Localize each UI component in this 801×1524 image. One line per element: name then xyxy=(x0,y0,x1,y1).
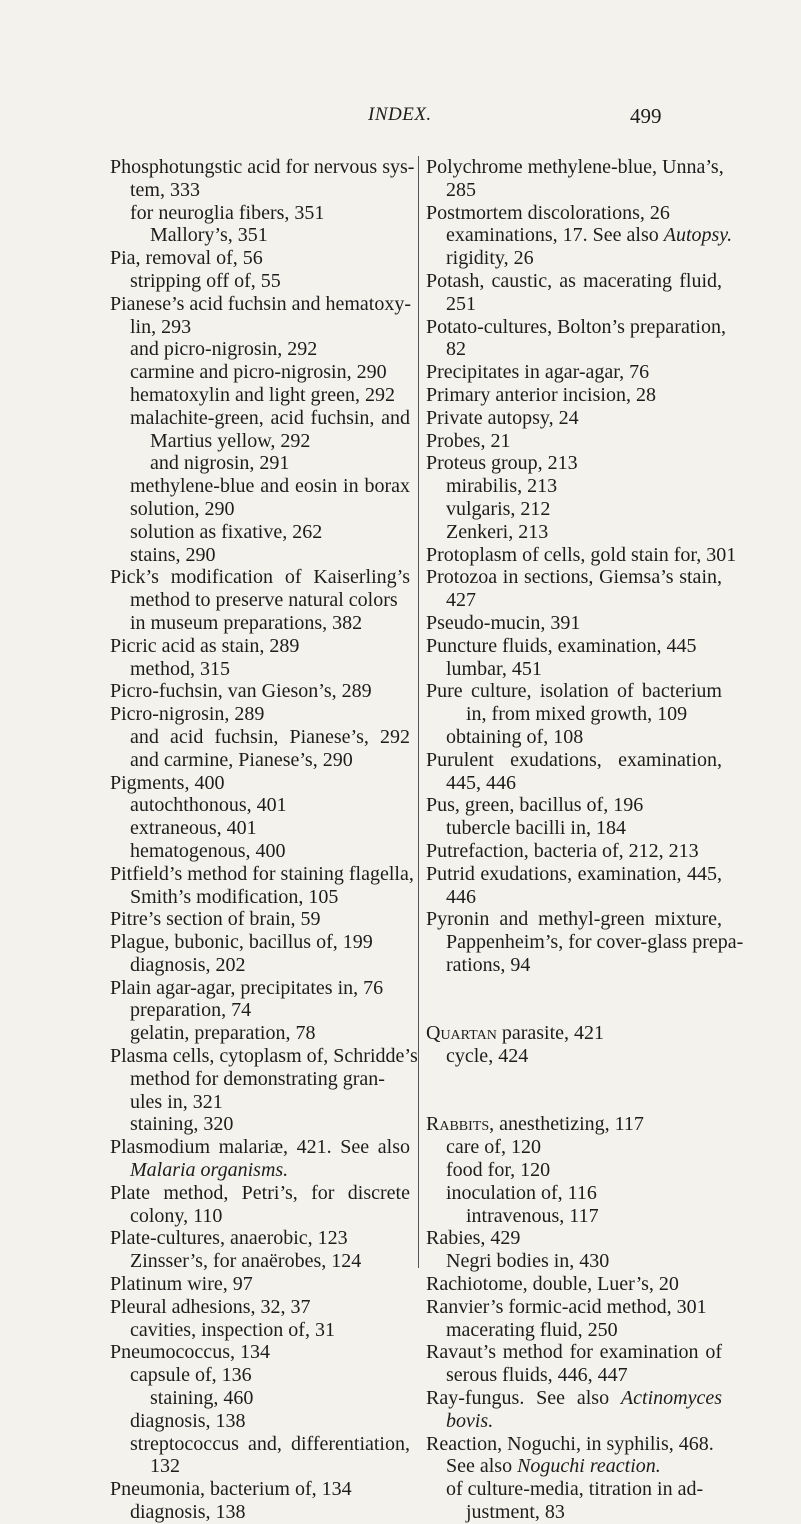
index-entry: Pappenheim’s, for cover-glass prepa- xyxy=(446,931,744,954)
index-entry: solution as fixative, 262 xyxy=(130,520,323,543)
index-entry: Platinum wire, 97 xyxy=(110,1273,253,1296)
index-entry: justment, 83 xyxy=(466,1501,565,1524)
index-entry: cycle, 424 xyxy=(446,1045,529,1068)
index-entry: 285 xyxy=(446,178,476,201)
blank-line xyxy=(426,999,722,1022)
running-header xyxy=(0,104,801,140)
index-entry: Plate-cultures, anaerobic, 123 xyxy=(110,1227,348,1250)
index-entry: autochthonous, 401 xyxy=(130,794,287,817)
blank-line xyxy=(426,1091,722,1114)
index-entry: Quartan parasite, 421 xyxy=(426,1022,604,1045)
index-entry: obtaining of, 108 xyxy=(446,725,584,748)
index-entry: vulgaris, 212 xyxy=(446,497,551,520)
index-entry: Picro-fuchsin, van Gieson’s, 289 xyxy=(110,680,372,703)
page-number: 499 xyxy=(630,104,662,128)
index-entry: Pia, removal of, 56 xyxy=(110,247,263,270)
index-entry: extraneous, 401 xyxy=(130,817,257,840)
index-entry: Putrefaction, bacteria of, 212, 213 xyxy=(426,839,699,862)
index-entry: and acid fuchsin, Pianese’s, 292 xyxy=(130,725,410,748)
index-entry: lumbar, 451 xyxy=(446,657,542,680)
index-entry: Polychrome methylene-blue, Unna’s, xyxy=(426,156,724,178)
index-entry: Malaria organisms. xyxy=(130,1159,289,1182)
index-entry: staining, 460 xyxy=(150,1387,254,1410)
index-entry: Puncture fluids, examination, 445 xyxy=(426,634,697,657)
index-entry: stains, 290 xyxy=(130,543,216,566)
index-entry: hematogenous, 400 xyxy=(130,839,286,862)
index-entry: Pianese’s acid fuchsin and hematoxy- xyxy=(110,292,412,315)
index-entry: and nigrosin, 291 xyxy=(150,452,290,475)
index-entry: Pneumococcus, 134 xyxy=(110,1341,270,1364)
index-entry: Smith’s modification, 105 xyxy=(130,885,339,908)
index-entry: 82 xyxy=(446,338,466,361)
index-entry: Reaction, Noguchi, in syphilis, 468. xyxy=(426,1432,714,1455)
index-entry: 132 xyxy=(150,1455,180,1478)
index-entry: serous fluids, 446, 447 xyxy=(446,1364,628,1387)
index-entry: food for, 120 xyxy=(446,1159,551,1182)
index-entry: Probes, 21 xyxy=(426,429,511,452)
index-entry: lin, 293 xyxy=(130,315,192,338)
index-entry: Protoplasm of cells, gold stain for, 301 xyxy=(426,543,737,566)
index-entry: in, from mixed growth, 109 xyxy=(466,703,688,726)
index-entry: streptococcus and, differentiation, xyxy=(130,1432,410,1455)
index-entry: Pus, green, bacillus of, 196 xyxy=(426,794,644,817)
index-entry: examinations, 17. See also Autopsy. xyxy=(446,224,733,247)
index-entry: Pick’s modification of Kaiserling’s xyxy=(110,566,410,589)
index-entry: Rachiotome, double, Luer’s, 20 xyxy=(426,1273,679,1296)
index-entry: Plate method, Petri’s, for discrete xyxy=(110,1181,410,1204)
index-entry: of culture-media, titration in ad- xyxy=(446,1478,704,1501)
index-entry: Martius yellow, 292 xyxy=(150,429,311,452)
index-entry: mirabilis, 213 xyxy=(446,475,558,498)
index-entry: Pseudo-mucin, 391 xyxy=(426,611,581,634)
index-entry: diagnosis, 202 xyxy=(130,953,246,976)
index-entry: colony, 110 xyxy=(130,1204,223,1227)
index-entry: Precipitates in agar-agar, 76 xyxy=(426,361,650,384)
index-entry: Plague, bubonic, bacillus of, 199 xyxy=(110,931,373,954)
index-entry: 427 xyxy=(446,589,476,612)
index-entry: malachite-green, acid fuchsin, and xyxy=(130,406,410,429)
index-entry: Purulent exudations, examination, xyxy=(426,748,722,771)
index-entry: Potash, caustic, as macerating fluid, xyxy=(426,269,722,292)
index-entry: Rabbits, anesthetizing, 117 xyxy=(426,1113,644,1136)
index-entry: macerating fluid, 250 xyxy=(446,1318,618,1341)
index-entry: rigidity, 26 xyxy=(446,247,534,270)
index-entry: rations, 94 xyxy=(446,953,531,976)
index-entry: Protozoa in sections, Giemsa’s stain, xyxy=(426,566,722,589)
index-entry: staining, 320 xyxy=(130,1113,234,1136)
index-entry: method for demonstrating gran- xyxy=(130,1067,385,1090)
index-entry: Proteus group, 213 xyxy=(426,452,578,475)
index-entry: methylene-blue and eosin in borax xyxy=(130,475,410,498)
index-entry: Private autopsy, 24 xyxy=(426,406,579,429)
index-entry: Picro-nigrosin, 289 xyxy=(110,703,265,726)
blank-line xyxy=(426,977,722,1000)
index-entry: stripping off of, 55 xyxy=(130,269,281,292)
index-entry: carmine and picro-nigrosin, 290 xyxy=(130,361,387,384)
index-entry: Phosphotungstic acid for nervous sys- xyxy=(110,156,415,178)
column-divider xyxy=(418,156,419,1268)
index-entry: Primary anterior incision, 28 xyxy=(426,383,656,406)
index-entry: Postmortem discolorations, 26 xyxy=(426,201,670,224)
index-entry: Rabies, 429 xyxy=(426,1227,521,1250)
index-column-left xyxy=(110,156,418,1524)
index-entry: Picric acid as stain, 289 xyxy=(110,634,300,657)
index-entry: Plasmodium malariæ, 421. See also xyxy=(110,1136,410,1159)
index-entry: Ray-fungus. See also Actinomyces xyxy=(426,1387,722,1410)
index-entry: Pneumonia, bacterium of, 134 xyxy=(110,1478,352,1501)
index-column-right xyxy=(424,156,744,1524)
index-entry: in museum preparations, 382 xyxy=(130,611,363,634)
index-entry: care of, 120 xyxy=(446,1136,541,1159)
index-entry: Plasma cells, cytoplasm of, Schridde’s xyxy=(110,1045,418,1068)
index-entry: diagnosis, 138 xyxy=(130,1409,246,1432)
index-entry: solution, 290 xyxy=(130,497,235,520)
index-entry: Ravaut’s method for examination of xyxy=(426,1341,722,1364)
index-entry: and picro-nigrosin, 292 xyxy=(130,338,318,361)
index-entry: capsule of, 136 xyxy=(130,1364,252,1387)
index-entry: See also Noguchi reaction. xyxy=(446,1455,661,1478)
index-entry: and carmine, Pianese’s, 290 xyxy=(130,748,353,771)
index-entry: tubercle bacilli in, 184 xyxy=(446,817,626,840)
index-entry: Plain agar-agar, precipitates in, 76 xyxy=(110,976,384,999)
index-entry: diagnosis, 138 xyxy=(130,1501,246,1524)
index-entry: ules in, 321 xyxy=(130,1090,223,1113)
index-entry: method to preserve natural colors xyxy=(130,589,398,612)
index-entry: Pitfield’s method for staining flagella, xyxy=(110,862,414,885)
index-entry: inoculation of, 116 xyxy=(446,1181,597,1204)
index-entry: cavities, inspection of, 31 xyxy=(130,1318,335,1341)
index-entry: hematoxylin and light green, 292 xyxy=(130,383,395,406)
index-entry: Pitre’s section of brain, 59 xyxy=(110,908,321,931)
index-entry: Pyronin and methyl-green mixture, xyxy=(426,908,722,931)
index-entry: Pleural adhesions, 32, 37 xyxy=(110,1295,311,1318)
running-title: INDEX. xyxy=(368,104,432,125)
index-entry: intravenous, 117 xyxy=(466,1204,599,1227)
index-entry: Zinsser’s, for anaërobes, 124 xyxy=(130,1250,362,1273)
index-entry: Negri bodies in, 430 xyxy=(446,1250,610,1273)
index-entry: Pigments, 400 xyxy=(110,771,225,794)
index-entry: gelatin, preparation, 78 xyxy=(130,1022,316,1045)
index-entry: Mallory’s, 351 xyxy=(150,224,268,247)
index-entry: preparation, 74 xyxy=(130,999,252,1022)
blank-line xyxy=(426,1068,722,1091)
index-entry: bovis. xyxy=(446,1409,494,1432)
index-entry: tem, 333 xyxy=(130,178,200,201)
index-entry: Ranvier’s formic-acid method, 301 xyxy=(426,1295,707,1318)
index-entry: 251 xyxy=(446,292,476,315)
index-entry: 445, 446 xyxy=(446,771,516,794)
index-entry: Pure culture, isolation of bacterium xyxy=(426,680,722,703)
index-entry: method, 315 xyxy=(130,657,230,680)
index-entry: Potato-cultures, Bolton’s preparation, xyxy=(426,315,726,338)
index-entry: for neuroglia fibers, 351 xyxy=(130,201,325,224)
index-entry: Zenkeri, 213 xyxy=(446,520,549,543)
index-entry: 446 xyxy=(446,885,476,908)
index-entry: Putrid exudations, examination, 445, xyxy=(426,862,722,885)
